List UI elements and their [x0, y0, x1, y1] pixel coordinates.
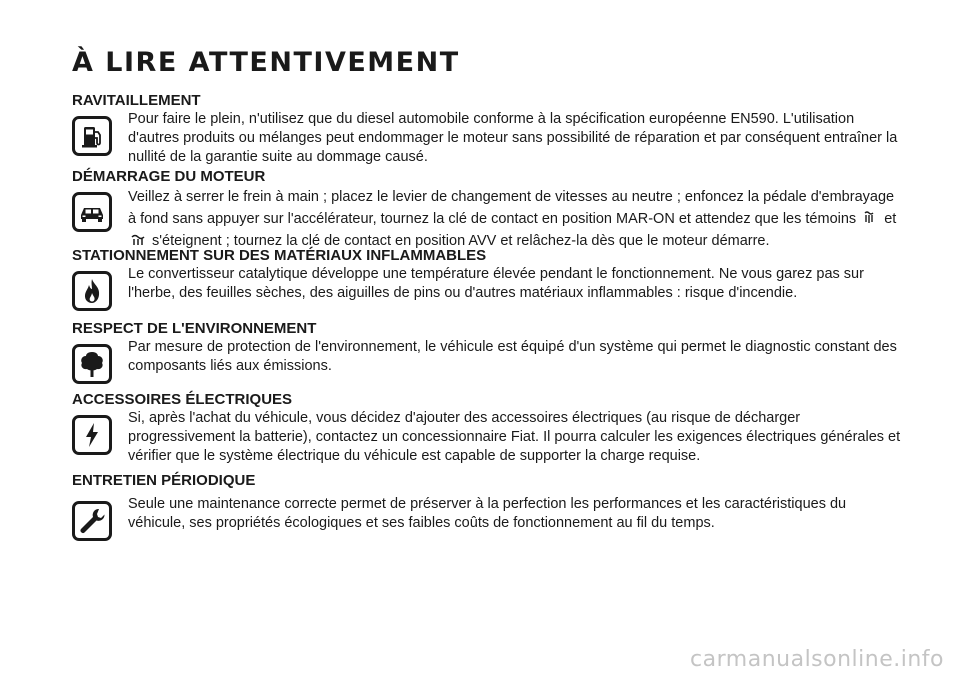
section-text-and: et [884, 211, 897, 227]
tree-icon [72, 344, 112, 384]
section-text [128, 186, 902, 252]
section-heading: ACCESSOIRES ÉLECTRIQUES [72, 391, 293, 408]
section-text: Le convertisseur catalytique développe une température élevée pendant le fonctionnement. Ne vous garez pas sur l'herbe, des feuilles sèches, des aiguilles de pins ou d'autres matériaux inflammables : risque d'incendie. [128, 266, 864, 301]
section-heading: ENTRETIEN PÉRIODIQUE [72, 472, 256, 489]
car-icon [72, 192, 112, 232]
section-text: Par mesure de protection de l'environnement, le véhicule est équipé d'un système qui permet le diagnostic constant des composants liés aux émissions. [128, 339, 897, 374]
flame-icon [72, 271, 112, 311]
section-heading: DÉMARRAGE DU MOTEUR [72, 168, 266, 185]
section-heading: RAVITAILLEMENT [72, 92, 201, 109]
section-text: Pour faire le plein, n'utilisez que du diesel automobile conforme à la spécification européenne EN590. L'utilisation d'autres produits ou mélanges peut endommager le moteur sans possibilité de réparation et par conséquent entraîner la nullité de la garantie suite au dommage causé. [128, 111, 898, 165]
section-heading: RESPECT DE L'ENVIRONNEMENT [72, 320, 317, 337]
section-text: Si, après l'achat du véhicule, vous décidez d'ajouter des accessoires électriques (au risque de décharger progressivement la batterie), contactez un concessionnaire Fiat. Il pourra calculer les exigences électriques générales et vérifier que le système électrique du véhicule est capable de supporter la charge requise. [128, 410, 901, 464]
wrench-icon [72, 501, 112, 541]
glow-plug-warning-icon [862, 210, 878, 226]
section-environment [72, 320, 902, 391]
section-heading: STATIONNEMENT SUR DES MATÉRIAUX INFLAMMABLES [72, 247, 487, 264]
section-maintenance [72, 472, 902, 548]
page-title: À LIRE ATTENTIVEMENT [72, 47, 460, 78]
lightning-icon [72, 415, 112, 455]
section-parking [72, 247, 902, 318]
section-text: Seule une maintenance correcte permet de préserver à la perfection les performances et les caractéristiques du véhicule, ses propriétés écologiques et ses faibles coûts de fonctionnement au fil du temps. [128, 496, 847, 531]
section-electrical-accessories [72, 391, 902, 481]
section-text-part-b: s'éteignent ; tournez la clé de contact en position AVV et relâchez-la dès que le moteur démarre. [152, 233, 770, 249]
glow-plug-icon [130, 232, 146, 248]
section-text-part-a: Veillez à serrer le frein à main ; placez le levier de changement de vitesses au neutre ; enfoncez la pédale d'embrayage à fond sans appuyer sur l'accélérateur, tournez la clé de contact en position MAR-ON et attendez que les témoins [128, 189, 895, 227]
watermark: carmanualsonline.info [690, 647, 944, 672]
fuel-pump-icon [72, 116, 112, 156]
